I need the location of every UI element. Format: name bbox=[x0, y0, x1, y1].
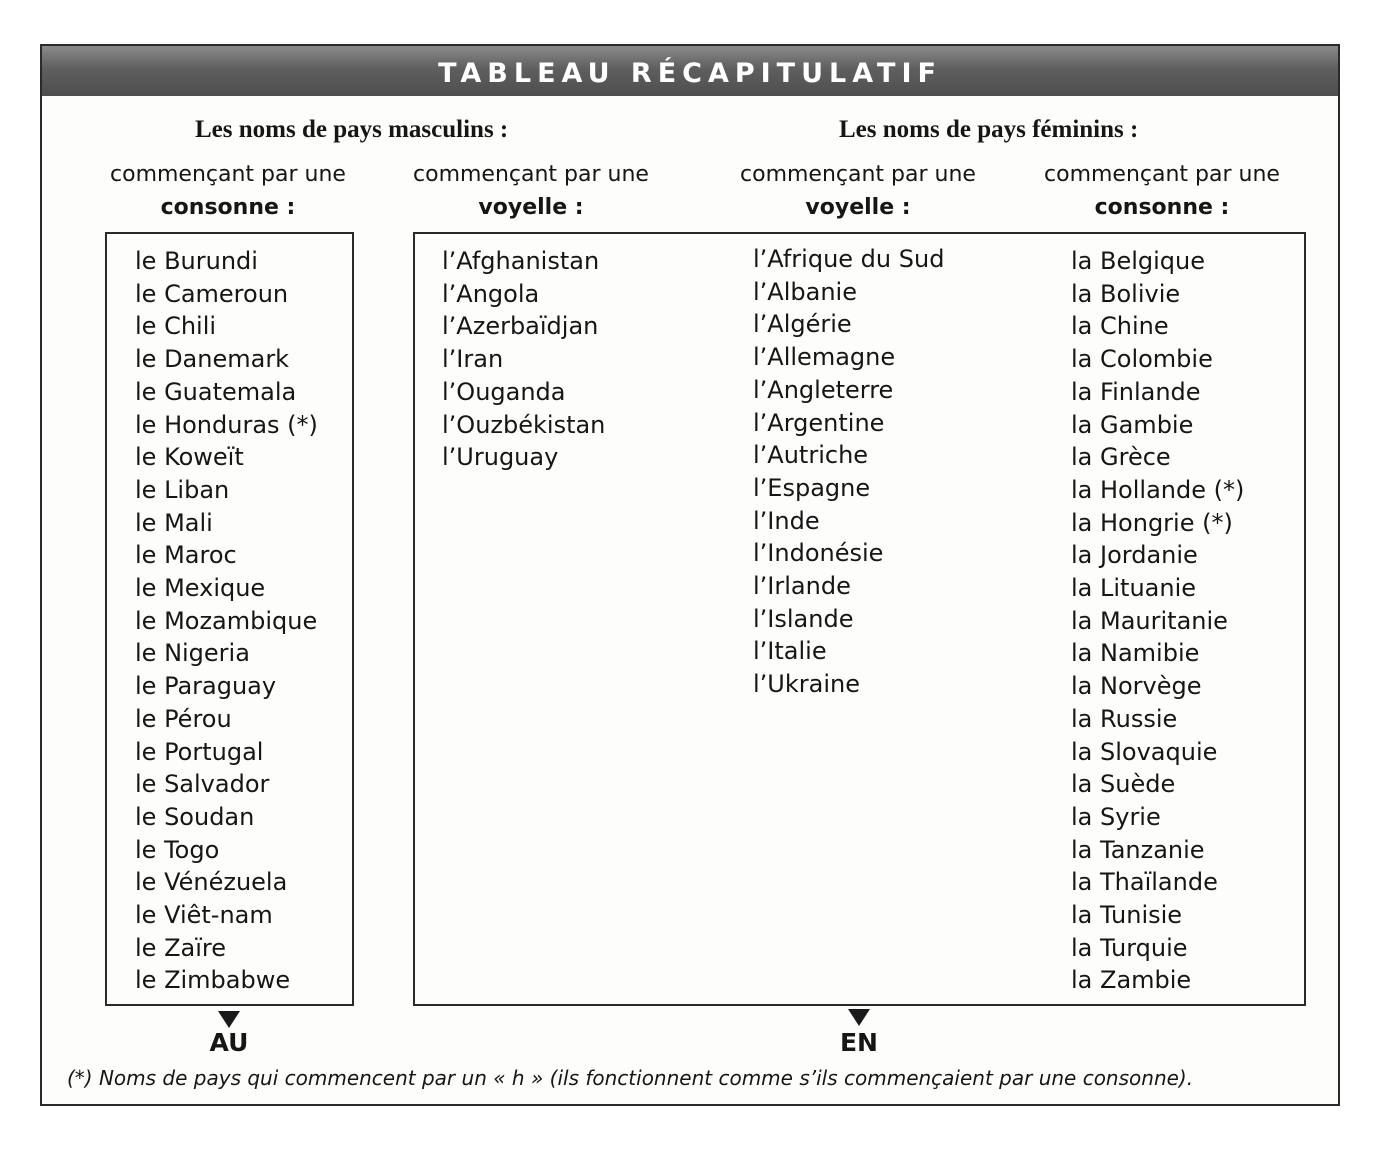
country-item: le Mali bbox=[135, 508, 213, 537]
country-item: la Bolivie bbox=[1071, 279, 1181, 308]
country-item: la Russie bbox=[1071, 704, 1178, 733]
country-item: l’Ouzbékistan bbox=[442, 410, 606, 439]
preposition-au: AU bbox=[209, 1028, 249, 1057]
masc-vowel-subheading bbox=[397, 158, 665, 224]
masc-consonant-keyword: consonne : bbox=[160, 195, 296, 220]
fem-vowel-list bbox=[753, 243, 944, 701]
masc-consonant-condition: commençant par une bbox=[110, 162, 346, 187]
country-item: l’Angola bbox=[442, 279, 540, 308]
country-item: le Nigeria bbox=[135, 639, 250, 668]
country-item: la Norvège bbox=[1071, 672, 1202, 701]
country-item: l’Allemagne bbox=[753, 343, 896, 372]
country-item: la Gambie bbox=[1071, 410, 1194, 439]
country-item: la Lituanie bbox=[1071, 574, 1197, 603]
country-item: l’Iran bbox=[442, 345, 504, 374]
country-item: le Togo bbox=[135, 835, 220, 864]
country-item: la Jordanie bbox=[1071, 541, 1198, 570]
country-item: le Guatemala bbox=[135, 377, 297, 406]
country-item: la Slovaquie bbox=[1071, 737, 1218, 766]
country-item: le Vénézuela bbox=[135, 868, 288, 897]
country-item: le Mexique bbox=[135, 574, 266, 603]
country-item: l’Espagne bbox=[753, 473, 871, 502]
country-item: le Soudan bbox=[135, 802, 255, 831]
country-item: la Syrie bbox=[1071, 802, 1161, 831]
country-item: la Suède bbox=[1071, 770, 1176, 799]
country-item: le Burundi bbox=[135, 247, 258, 275]
country-item: l’Ouganda bbox=[442, 377, 566, 406]
masc-vowel-condition: commençant par une bbox=[413, 162, 649, 187]
country-item: le Liban bbox=[135, 475, 230, 504]
masculine-heading: Les noms de pays masculins : bbox=[195, 116, 509, 143]
country-item: le Portugal bbox=[135, 737, 264, 766]
country-item: le Viêt-nam bbox=[135, 901, 273, 930]
country-item: le Cameroun bbox=[135, 279, 289, 308]
preposition-en: EN bbox=[839, 1028, 878, 1057]
country-item: le Danemark bbox=[135, 345, 290, 374]
au-arrow-icon bbox=[218, 1011, 240, 1028]
country-item: l’Afrique du Sud bbox=[753, 245, 945, 273]
masc-vowel-keyword: voyelle : bbox=[478, 195, 584, 220]
fem-consonant-list bbox=[1071, 245, 1244, 997]
summary-table bbox=[40, 44, 1340, 1106]
country-item: la Zambie bbox=[1071, 966, 1192, 995]
country-item: l’Uruguay bbox=[442, 443, 559, 472]
country-item: le Chili bbox=[135, 312, 217, 341]
fem-consonant-keyword: consonne : bbox=[1094, 195, 1230, 220]
country-item: la Chine bbox=[1071, 312, 1169, 341]
country-item: le Paraguay bbox=[135, 672, 277, 701]
country-item: le Salvador bbox=[135, 770, 270, 799]
country-item: la Mauritanie bbox=[1071, 606, 1228, 635]
country-item: l’Angleterre bbox=[753, 375, 894, 404]
en-arrow-icon bbox=[848, 1009, 870, 1026]
country-item: la Belgique bbox=[1071, 247, 1206, 275]
country-item: le Honduras (*) bbox=[135, 410, 318, 439]
country-item: le Zaïre bbox=[135, 933, 226, 962]
country-item: l’Indonésie bbox=[753, 539, 884, 568]
footnote: (*) Noms de pays qui commencent par un « h » (ils fonctionnent comme s’ils commençaient par une consonne). bbox=[67, 1066, 1194, 1090]
page-title: TABLEAU RÉCAPITULATIF bbox=[438, 57, 942, 89]
country-item: la Colombie bbox=[1071, 345, 1213, 374]
fem-vowel-keyword: voyelle : bbox=[805, 195, 911, 220]
country-item: l’Islande bbox=[753, 604, 854, 633]
country-item: la Hongrie (*) bbox=[1071, 508, 1233, 537]
masc-vowel-list bbox=[442, 245, 605, 474]
country-item: l’Irlande bbox=[753, 572, 851, 601]
feminine-heading: Les noms de pays féminins : bbox=[839, 116, 1139, 143]
country-item: le Mozambique bbox=[135, 606, 318, 635]
fem-vowel-subheading bbox=[724, 158, 992, 224]
country-item: la Grèce bbox=[1071, 443, 1171, 472]
country-item: la Tunisie bbox=[1071, 901, 1183, 930]
title-bar bbox=[42, 46, 1338, 96]
country-item: la Namibie bbox=[1071, 639, 1200, 668]
country-item: l’Ukraine bbox=[753, 670, 860, 699]
country-item: le Zimbabwe bbox=[135, 966, 291, 995]
country-item: l’Autriche bbox=[753, 441, 869, 470]
masc-consonant-list bbox=[135, 245, 318, 997]
fem-consonant-condition: commençant par une bbox=[1044, 162, 1280, 187]
country-item: la Tanzanie bbox=[1071, 835, 1205, 864]
masc-consonant-subheading bbox=[94, 158, 362, 224]
country-item: le Maroc bbox=[135, 541, 237, 570]
country-item: l’Argentine bbox=[753, 408, 885, 437]
country-item: la Hollande (*) bbox=[1071, 475, 1245, 504]
country-item: le Koweït bbox=[135, 443, 244, 472]
country-item: la Finlande bbox=[1071, 377, 1201, 406]
country-item: l’Algérie bbox=[753, 310, 852, 339]
country-item: l’Inde bbox=[753, 506, 820, 535]
country-item: la Turquie bbox=[1071, 933, 1188, 962]
country-item: l’Azerbaïdjan bbox=[442, 312, 599, 341]
country-item: l’Afghanistan bbox=[442, 247, 600, 275]
country-item: le Pérou bbox=[135, 704, 232, 733]
fem-vowel-condition: commençant par une bbox=[740, 162, 976, 187]
country-item: la Thaïlande bbox=[1071, 868, 1218, 897]
country-item: l’Albanie bbox=[753, 277, 857, 306]
fem-consonant-subheading bbox=[1028, 158, 1296, 224]
country-item: l’Italie bbox=[753, 637, 827, 666]
